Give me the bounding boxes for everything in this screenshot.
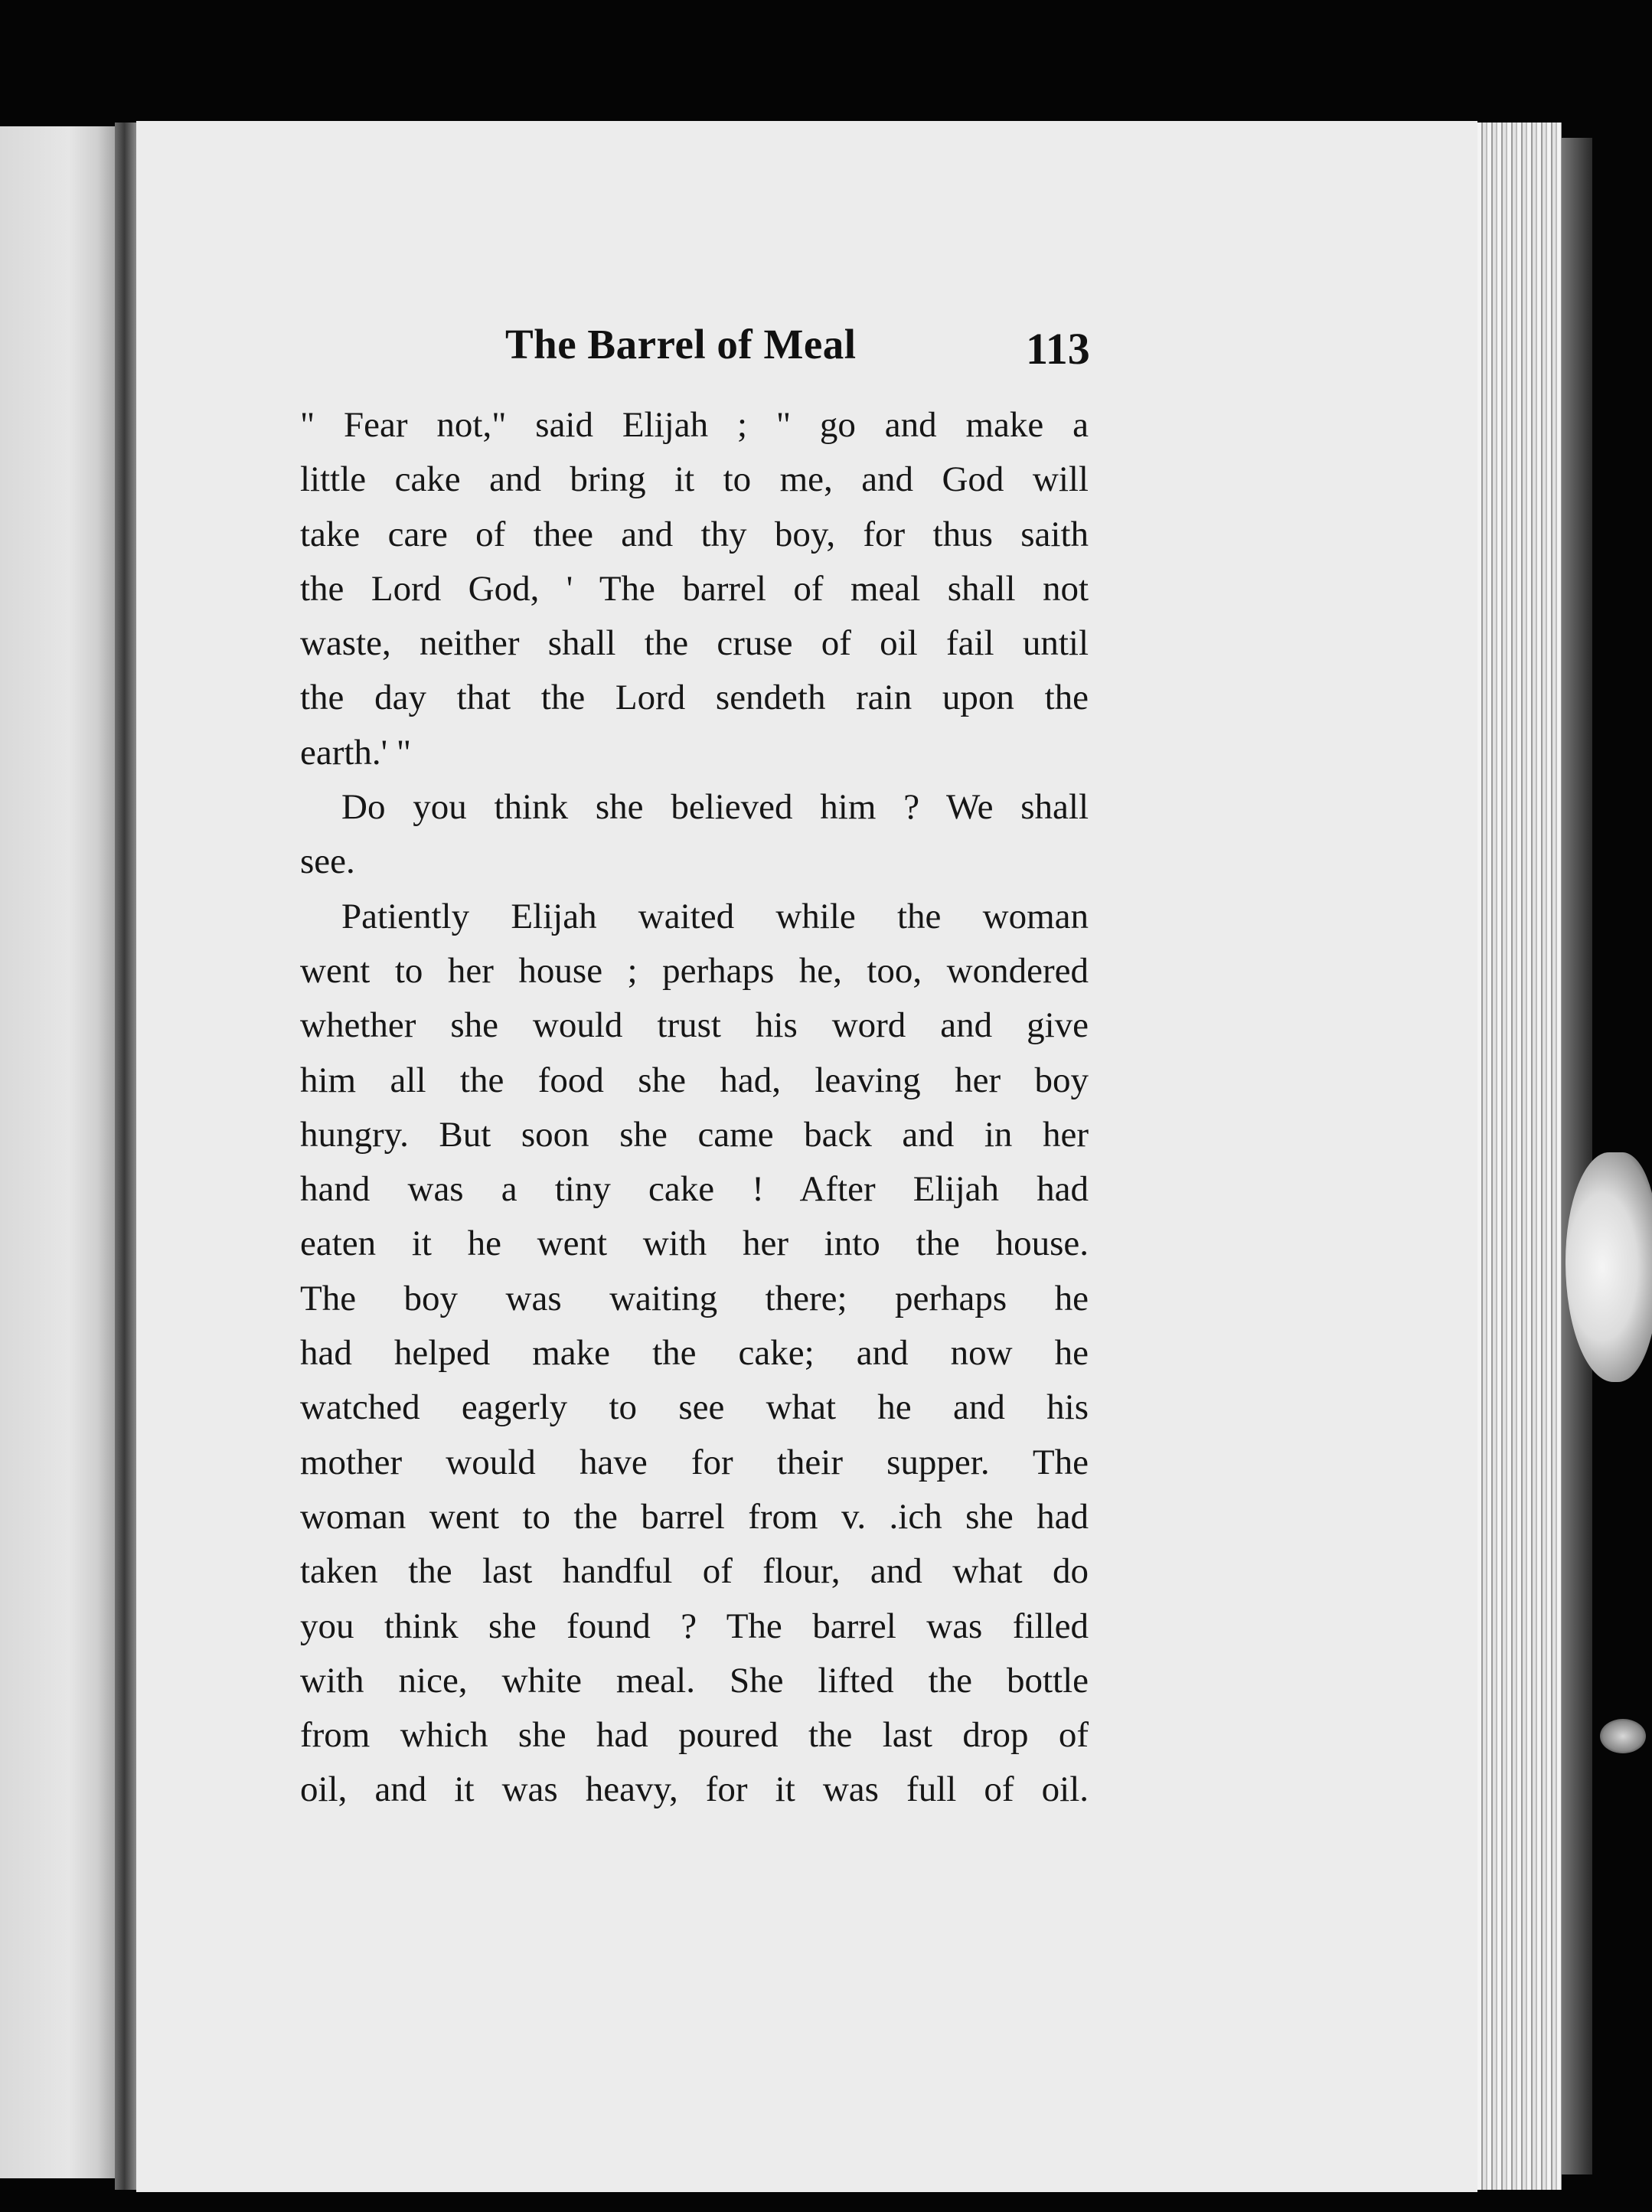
text-line: watched eagerly to see what he and his xyxy=(300,1387,1089,1428)
text-line: Do you think she believed him ? We shall xyxy=(341,787,1089,828)
text-line: with nice, white meal. She lifted the bottle xyxy=(300,1660,1089,1701)
text-line: little cake and bring it to me, and God will xyxy=(300,459,1089,500)
text-line: take care of thee and thy boy, for thus saith xyxy=(300,514,1089,554)
text-line: whether she would trust his word and give xyxy=(300,1005,1089,1046)
text-line: him all the food she had, leaving her boy xyxy=(300,1060,1089,1100)
text-line: from which she had poured the last drop of xyxy=(300,1715,1089,1756)
text-line: the Lord God, ' The barrel of meal shall not xyxy=(300,568,1089,609)
text-line: Patiently Elijah waited while the woman xyxy=(341,896,1089,936)
page-number: 113 xyxy=(1026,324,1090,374)
text-line: hand was a tiny cake ! After Elijah had xyxy=(300,1169,1089,1210)
page-damage-spot-small xyxy=(1600,1719,1646,1753)
text-line: taken the last handful of flour, and what do xyxy=(300,1551,1089,1592)
text-line: oil, and it was heavy, for it was full of oil. xyxy=(300,1769,1089,1810)
running-header xyxy=(505,320,1090,381)
text-line: hungry. But soon she came back and in her xyxy=(300,1114,1089,1155)
text-line: waste, neither shall the cruse of oil fail until xyxy=(300,623,1089,664)
text-line: earth.' " xyxy=(300,732,412,773)
book-gutter xyxy=(115,123,136,2190)
text-line: " Fear not," said Elijah ; " go and make a xyxy=(300,405,1089,445)
page-fore-edge xyxy=(1477,123,1562,2190)
text-line: The boy was waiting there; perhaps he xyxy=(300,1278,1089,1318)
text-line: mother would have for their supper. The xyxy=(300,1442,1089,1482)
text-line: you think she found ? The barrel was filled xyxy=(300,1606,1089,1646)
text-line: had helped make the cake; and now he xyxy=(300,1333,1089,1374)
text-line: see. xyxy=(300,841,355,882)
facing-page-edge xyxy=(0,126,115,2178)
text-line: went to her house ; perhaps he, too, wondered xyxy=(300,950,1089,991)
text-line: the day that the Lord sendeth rain upon the xyxy=(300,678,1089,718)
text-line: woman went to the barrel from v. .ich she had xyxy=(300,1496,1089,1537)
body-text xyxy=(300,398,1089,1818)
text-line: eaten it he went with her into the house. xyxy=(300,1224,1089,1264)
fore-edge-shadow xyxy=(1562,138,1592,2174)
running-title: The Barrel of Meal xyxy=(505,321,857,368)
